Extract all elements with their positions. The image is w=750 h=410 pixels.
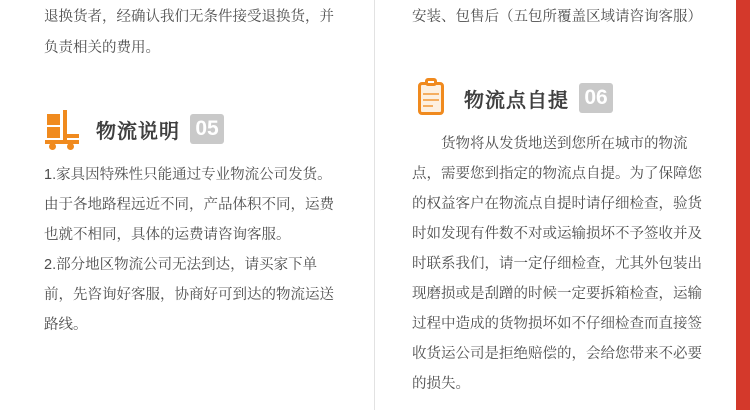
section-header-pickup (412, 77, 706, 119)
column-divider (374, 0, 375, 410)
section-title-logistics: 物流说明 (96, 120, 180, 143)
section-title-pickup: 物流点自提 (464, 89, 569, 112)
right-top-text: 安装、包售后（五包所覆盖区域请咨询客服） (412, 9, 702, 25)
forklift-icon (44, 108, 86, 150)
section-header-logistics (44, 108, 338, 150)
logistics-paragraph-2: 2.部分地区物流公司无法到达，请买家下单前，先咨询好客服，协商好可到达的物流运送路线。 (44, 257, 334, 333)
right-accent-bar (736, 0, 750, 410)
left-top-text: 退换货者，经确认我们无条件接受退换货，并负责相关的费用。 (44, 9, 334, 56)
section-number-badge-05: 05 (190, 114, 224, 144)
section-number-badge-06: 06 (579, 83, 613, 113)
logistics-paragraph-1: 1.家具因特殊性只能通过专业物流公司发货。由于各地路程远近不同，产品体积不同，运费也就不相同，具体的运费请咨询客服。 (44, 167, 334, 243)
pickup-paragraph-1: 货物将从发货地送到您所在城市的物流点，需要您到指定的物流点自提。为了保障您的权益客户在物流点自提时请仔细检查，验货时如发现有件数不对或运输损坏不予签收并及时联系我们，请一定仔细检查，尤其外包装出现磨损或是刮蹭的时候一定要拆箱检查，运输过程中造成的货物损坏如不仔细检查而直接签收货运公司是拒绝赔偿的，会给您带来不必要的损失。 (412, 136, 702, 392)
left-column (0, 0, 368, 410)
right-column (368, 0, 736, 410)
clipboard-icon (412, 77, 454, 119)
